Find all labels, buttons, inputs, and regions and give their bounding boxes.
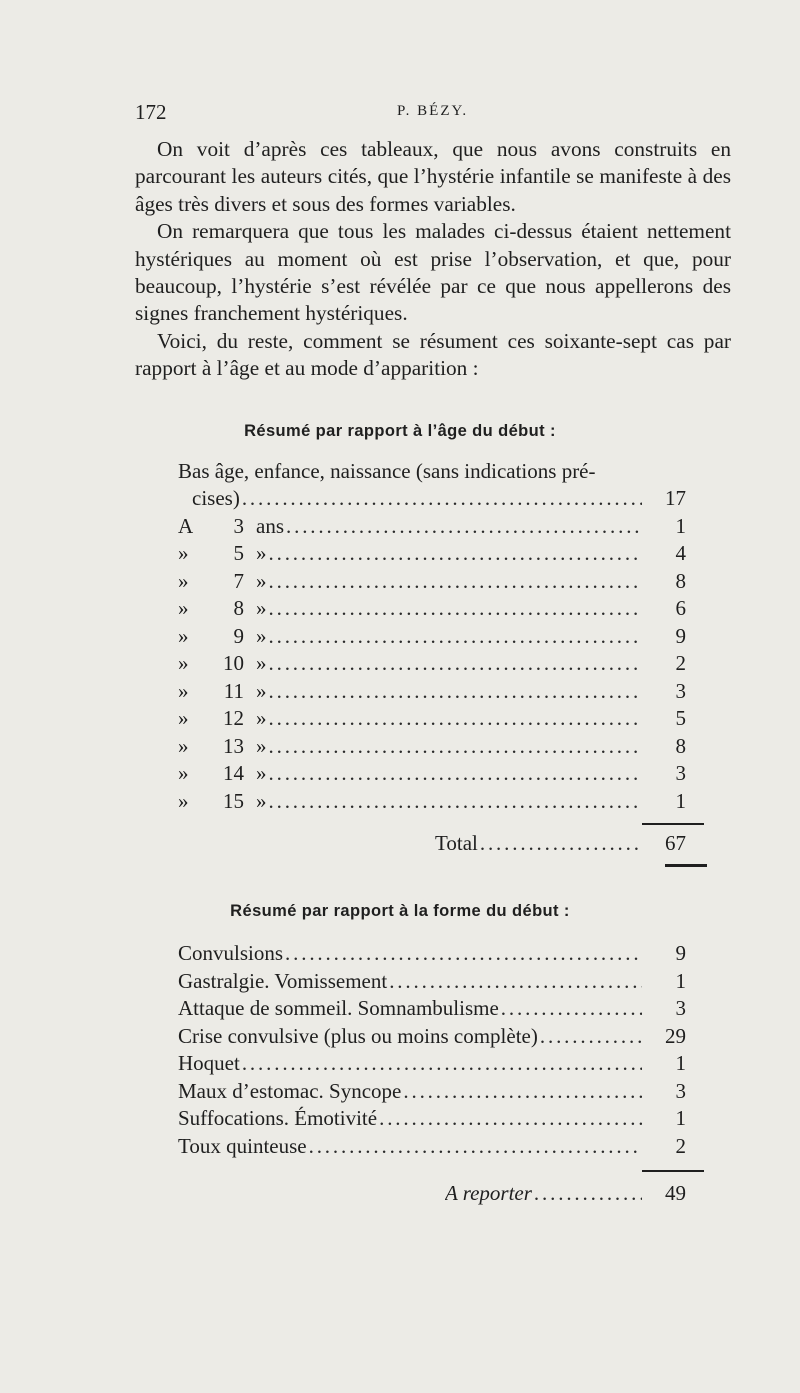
row-value: 5 <box>675 706 686 730</box>
age-unit: ans <box>256 513 284 538</box>
total-row <box>435 830 686 858</box>
dot-leader <box>534 1180 642 1208</box>
age-unit: » <box>256 761 267 785</box>
table-row <box>178 1023 686 1051</box>
row-label: Toux quinteuse <box>178 1133 307 1158</box>
ditto-mark: » <box>178 541 189 565</box>
age-number: 10 <box>223 651 244 675</box>
ditto-mark: » <box>178 788 189 813</box>
total-label: Total <box>435 831 478 855</box>
row-value: 3 <box>675 1078 686 1103</box>
row-value: 3 <box>675 761 686 785</box>
carry-forward <box>445 1180 686 1208</box>
ditto-mark: » <box>178 761 189 785</box>
table-row <box>178 650 686 678</box>
row-value: 4 <box>675 541 686 565</box>
age-total <box>435 830 686 858</box>
paragraph: Voici, du reste, comment se résument ces soixante-sept cas par rapport à l’âge et au mode d’apparition : <box>135 328 731 381</box>
ditto-mark: » <box>178 596 189 620</box>
row-label: Hoquet <box>178 1051 240 1075</box>
dot-leader <box>540 1023 642 1051</box>
carry-label: A reporter <box>445 1181 532 1205</box>
dot-leader <box>242 485 642 513</box>
table-row <box>178 595 686 623</box>
row-value: 3 <box>675 996 686 1020</box>
ditto-mark: A <box>178 513 194 538</box>
dot-leader <box>242 1050 642 1078</box>
age-unit: » <box>256 568 267 593</box>
dot-leader <box>269 568 643 596</box>
row-label: Crise convulsive (plus ou moins complète) <box>178 1023 538 1048</box>
row-value: 1 <box>675 513 686 538</box>
dot-leader <box>286 513 642 541</box>
row-label: Bas âge, enfance, naissance (sans indications pré- <box>178 459 596 483</box>
body-text <box>135 136 731 383</box>
dot-leader <box>269 678 643 706</box>
running-head: P. BÉZY. <box>397 103 469 119</box>
row-label: cises) <box>192 486 240 510</box>
form-table <box>178 940 686 1160</box>
age-number: 13 <box>223 733 244 758</box>
row-value: 2 <box>675 1133 686 1158</box>
row-label: Gastralgie. Vomissement <box>178 968 388 993</box>
table-row <box>178 940 686 968</box>
row-value: 1 <box>675 1106 686 1130</box>
dot-leader <box>501 995 642 1023</box>
row-value: 1 <box>675 788 686 813</box>
row-value: 1 <box>675 1051 686 1075</box>
age-number: 11 <box>223 678 244 703</box>
row-value: 9 <box>675 941 686 965</box>
dot-leader <box>309 1133 642 1161</box>
row-value: 8 <box>675 568 686 593</box>
row-label: Suffocations. Émotivité <box>178 1106 378 1130</box>
dot-leader <box>480 830 642 858</box>
age-unit: » <box>256 651 267 675</box>
age-unit: » <box>256 623 267 648</box>
table-row <box>178 1050 686 1078</box>
age-unit: » <box>256 706 267 730</box>
row-value: 9 <box>675 623 686 648</box>
age-unit: » <box>256 596 267 620</box>
ditto-mark: » <box>178 706 189 730</box>
dot-leader <box>269 623 643 651</box>
table-row <box>178 760 686 788</box>
age-unit: » <box>256 541 267 565</box>
sum-rule <box>642 823 704 825</box>
row-value: 8 <box>675 733 686 758</box>
dot-leader <box>403 1078 642 1106</box>
table-row <box>178 540 686 568</box>
paragraph: On voit d’après ces tableaux, que nous avons construits en parcourant les auteurs cités, que l’hystérie infantile se manifeste à des âges très divers et sous des formes variables. <box>135 137 731 216</box>
row-label: Maux d’estomac. Syncope <box>178 1078 402 1103</box>
table-row <box>178 678 686 706</box>
table-row <box>178 1105 686 1133</box>
age-number: 7 <box>233 568 244 593</box>
age-unit: » <box>256 788 267 813</box>
dot-leader <box>389 968 642 996</box>
dot-leader <box>269 650 643 678</box>
row-label: Attaque de sommeil. Somnambulisme <box>178 996 499 1020</box>
total-value: 67 <box>665 831 686 855</box>
table-row <box>178 513 686 541</box>
age-number: 12 <box>223 706 244 730</box>
row-value: 2 <box>675 651 686 675</box>
age-unit: » <box>256 678 267 703</box>
sum-rule <box>642 1170 704 1172</box>
paragraph: On remarquera que tous les malades ci-dessus étaient nettement hystériques au moment où est prise l’observation, et que, pour beaucoup, l’hystérie s’est révélée par ce que nous appellerons des signes franchement hystériques. <box>135 219 731 326</box>
page-number: 172 <box>135 100 167 124</box>
dot-leader <box>269 733 643 761</box>
dot-leader <box>269 540 643 568</box>
ditto-mark: » <box>178 678 189 703</box>
dot-leader <box>269 788 643 816</box>
table-row <box>178 568 686 596</box>
table-row <box>178 733 686 761</box>
age-number: 14 <box>223 761 244 785</box>
table-row <box>178 458 686 485</box>
ditto-mark: » <box>178 568 189 593</box>
table-row <box>178 995 686 1023</box>
ditto-mark: » <box>178 733 189 758</box>
age-table <box>178 458 686 815</box>
dot-leader <box>379 1105 642 1133</box>
row-value: 17 <box>665 486 686 510</box>
age-number: 3 <box>233 513 244 538</box>
row-value: 29 <box>665 1023 686 1048</box>
ditto-mark: » <box>178 651 189 675</box>
age-unit: » <box>256 733 267 758</box>
age-number: 9 <box>233 623 244 648</box>
age-number: 15 <box>223 788 244 813</box>
closing-rule <box>665 864 707 867</box>
page-header <box>135 100 730 126</box>
dot-leader <box>285 940 642 968</box>
row-label: Convulsions <box>178 941 284 965</box>
table-row <box>178 788 686 816</box>
carry-value: 49 <box>665 1181 686 1205</box>
table-row <box>178 705 686 733</box>
age-number: 5 <box>233 541 244 565</box>
table-row <box>178 968 686 996</box>
dot-leader <box>269 595 643 623</box>
row-value: 1 <box>675 968 686 993</box>
ditto-mark: » <box>178 623 189 648</box>
dot-leader <box>269 705 643 733</box>
age-table-heading: Résumé par rapport à l’âge du début : <box>244 422 556 440</box>
age-number: 8 <box>233 596 244 620</box>
form-table-heading: Résumé par rapport à la forme du début : <box>230 902 570 920</box>
row-value: 3 <box>675 678 686 703</box>
dot-leader <box>269 760 643 788</box>
table-row <box>178 1133 686 1161</box>
table-row <box>178 623 686 651</box>
table-row <box>178 485 686 513</box>
table-row <box>178 1078 686 1106</box>
row-value: 6 <box>675 596 686 620</box>
total-row <box>445 1180 686 1208</box>
